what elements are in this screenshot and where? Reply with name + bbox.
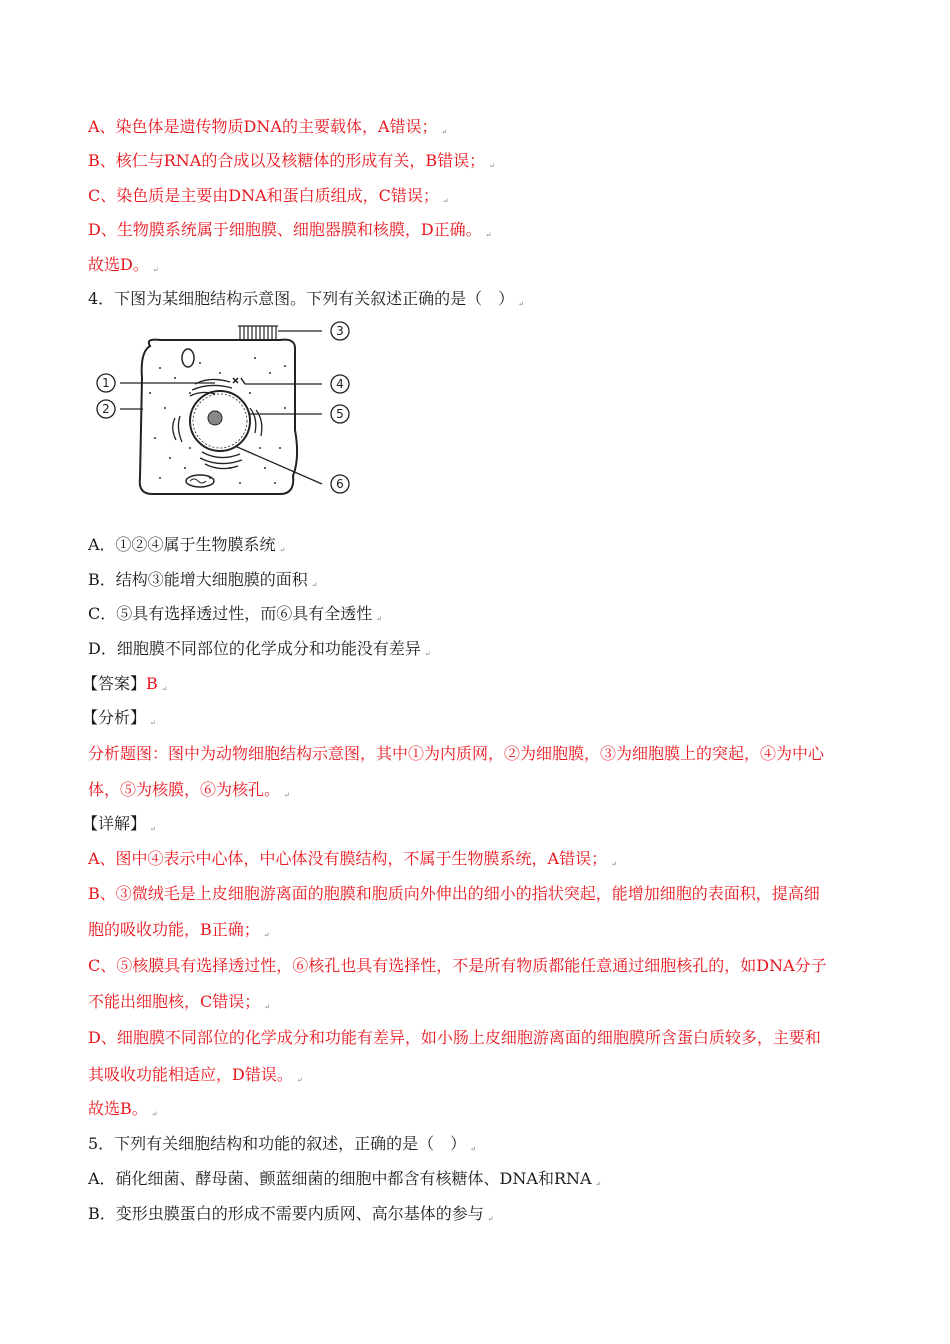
answer-line: 【答案】B ↵	[82, 674, 168, 693]
label-6: 6	[336, 477, 344, 491]
label-1: 1	[102, 376, 110, 390]
text-line: B、核仁与RNA的合成以及核糖体的形成有关，B错误； ↵	[88, 151, 495, 170]
text-line: 胞的吸收功能，B正确； ↵	[88, 920, 270, 939]
text-line: 体，⑤为核膜，⑥为核孔。 ↵	[88, 780, 290, 799]
cell-structure-figure	[90, 318, 375, 500]
text-line: A、图中④表示中心体，中心体没有膜结构，不属于生物膜系统，A错误； ↵	[88, 849, 617, 868]
text-line: B、③微绒毛是上皮细胞游离面的胞膜和胞质向外伸出的细小的指状突起，能增加细胞的表面积，提高细	[88, 884, 820, 903]
analysis-heading: 【分析】 ↵	[82, 708, 156, 727]
label-3: 3	[336, 324, 344, 338]
microvilli	[238, 326, 278, 340]
question-5-stem: 5．下列有关细胞结构和功能的叙述，正确的是（ ） ↵	[88, 1134, 477, 1153]
centrosome	[233, 378, 245, 384]
label-5: 5	[336, 407, 344, 421]
text-line: 分析题图：图中为动物细胞结构示意图，其中①为内质网，②为细胞膜，③为细胞膜上的突起，④为中心	[88, 744, 825, 763]
text-line: C、⑤核膜具有选择透过性，⑥核孔也具有选择性，不是所有物质都能任意通过细胞核孔的，如DNA分子	[88, 956, 827, 975]
option-b: B．变形虫膜蛋白的形成不需要内质网、高尔基体的参与 ↵	[88, 1204, 494, 1223]
option-d: D．细胞膜不同部位的化学成分和功能没有差异 ↵	[88, 639, 431, 658]
label-4: 4	[336, 377, 344, 391]
question-4-stem: 4．下图为某细胞结构示意图。下列有关叙述正确的是（ ） ↵	[88, 289, 525, 308]
option-c: C．⑤具有选择透过性，而⑥具有全透性 ↵	[88, 604, 383, 623]
text-line: D、生物膜系统属于细胞膜、细胞器膜和核膜，D正确。 ↵	[88, 220, 492, 239]
text-line: 故选B。 ↵	[88, 1099, 158, 1118]
detail-heading: 【详解】 ↵	[82, 814, 156, 833]
option-a: A．①②④属于生物膜系统 ↵	[88, 535, 286, 554]
text-line: A、染色体是遗传物质DNA的主要载体，A错误； ↵	[88, 117, 448, 136]
text-line: D、细胞膜不同部位的化学成分和功能有差异，如小肠上皮细胞游离面的细胞膜所含蛋白质较多，主要和	[88, 1028, 821, 1047]
text-line: 不能出细胞核，C错误； ↵	[88, 992, 271, 1011]
text-line: C、染色质是主要由DNA和蛋白质组成，C错误； ↵	[88, 186, 449, 205]
text-line: 故选D。 ↵	[88, 255, 159, 274]
text-line: 其吸收功能相适应，D错误。 ↵	[88, 1065, 303, 1084]
label-2: 2	[102, 402, 110, 416]
option-b: B．结构③能增大细胞膜的面积 ↵	[88, 570, 318, 589]
nucleolus	[208, 411, 222, 425]
option-a: A．硝化细菌、酵母菌、颤蓝细菌的细胞中都含有核糖体、DNA和RNA ↵	[88, 1169, 602, 1188]
mitochondrion	[182, 349, 194, 367]
